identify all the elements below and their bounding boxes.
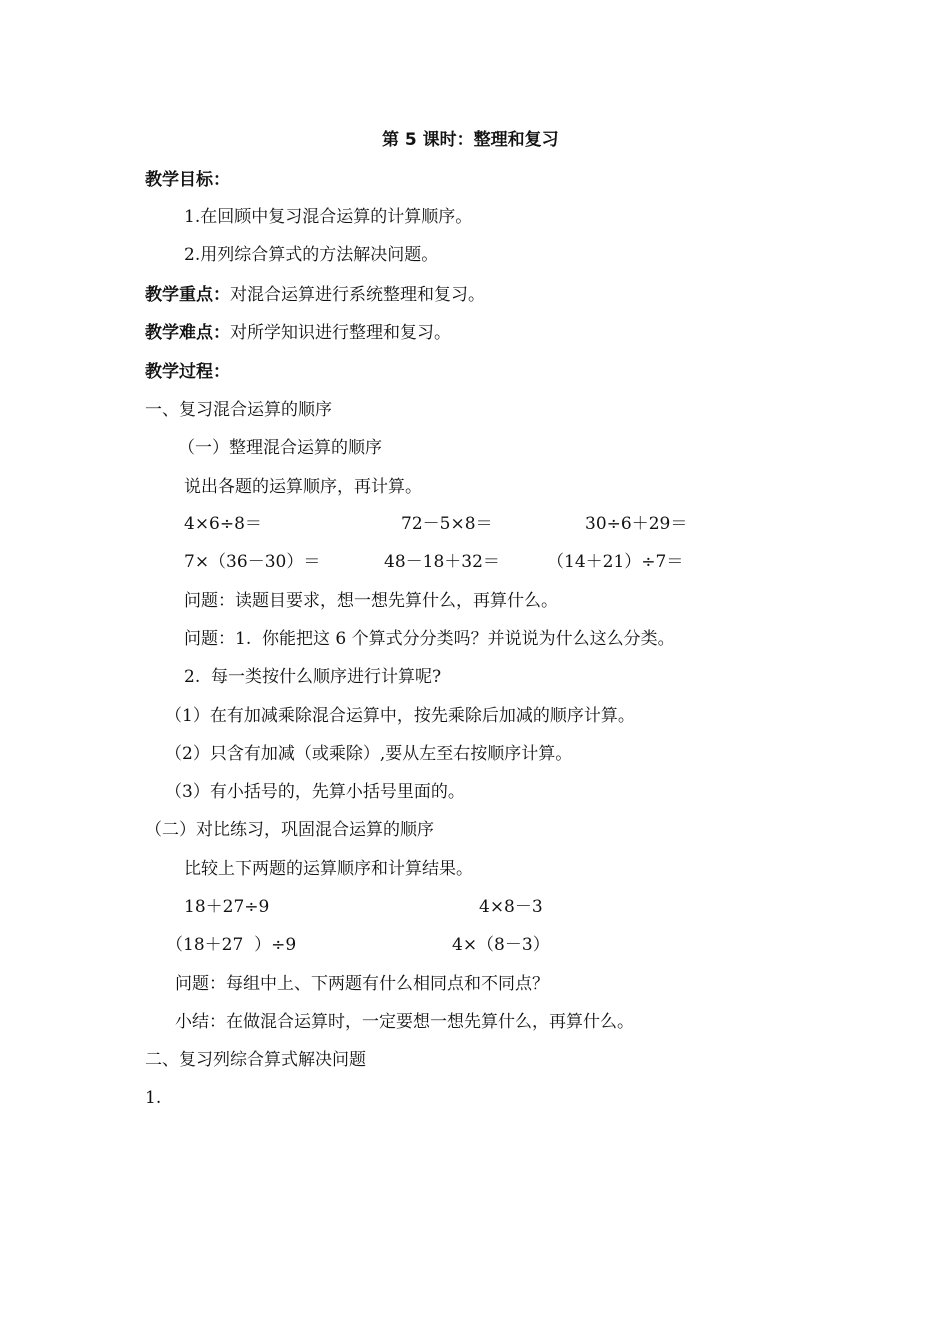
expression: 4×8－3 [479, 897, 543, 917]
key-point-text: 对混合运算进行系统整理和复习。 [230, 285, 485, 305]
rule: （1）在有加减乘除混合运算中，按先乘除后加减的顺序计算。 [165, 706, 635, 726]
part1-heading: 一、复习混合运算的顺序 [145, 400, 332, 420]
difficult-point [145, 322, 451, 344]
summary: 小结：在做混合运算时，一定要想一想先算什么，再算什么。 [175, 1012, 634, 1032]
key-point-label: 教学重点： [145, 285, 230, 305]
objectives-heading: 教学目标： [145, 170, 230, 190]
expression: 48－18＋32＝ [384, 552, 500, 572]
sub2-instruction: 比较上下两题的运算顺序和计算结果。 [184, 859, 473, 879]
question: 问题：每组中上、下两题有什么相同点和不同点？ [175, 974, 549, 994]
difficult-point-text: 对所学知识进行整理和复习。 [230, 323, 451, 343]
sub2-heading: （二）对比练习，巩固混合运算的顺序 [145, 820, 434, 840]
page-title: 第 5 课时：整理和复习 [382, 130, 559, 150]
rule: （2）只含有加减（或乘除）,要从左至右按顺序计算。 [165, 744, 573, 764]
expression: 7×（36－30）＝ [184, 552, 321, 572]
key-point [145, 284, 485, 306]
expression: 72－5×8＝ [401, 514, 493, 534]
expression: 18＋27÷9 [184, 897, 270, 917]
list-item: 1. [145, 1088, 162, 1108]
sub1-heading: （一）整理混合运算的顺序 [178, 438, 382, 458]
question: 2. 每一类按什么顺序进行计算呢? [184, 667, 442, 687]
rule: （3）有小括号的，先算小括号里面的。 [165, 782, 465, 802]
question: 问题：读题目要求，想一想先算什么，再算什么。 [184, 591, 558, 611]
expression: 4×6÷8＝ [184, 514, 262, 534]
objective-item: 2.用列综合算式的方法解决问题。 [184, 245, 439, 265]
part2-heading: 二、复习列综合算式解决问题 [145, 1050, 366, 1070]
expression: 4×（8－3） [452, 935, 550, 955]
process-heading: 教学过程： [145, 362, 230, 382]
question: 问题：1. 你能把这 6 个算式分分类吗？并说说为什么这么分类。 [184, 629, 675, 649]
difficult-point-label: 教学难点： [145, 323, 230, 343]
objective-item: 1.在回顾中复习混合运算的计算顺序。 [184, 207, 473, 227]
expression: 30÷6＋29＝ [585, 514, 688, 534]
expression: （18＋27 ）÷9 [166, 935, 297, 955]
sub1-instruction: 说出各题的运算顺序，再计算。 [184, 477, 422, 497]
expression: （14＋21）÷7＝ [547, 552, 684, 572]
